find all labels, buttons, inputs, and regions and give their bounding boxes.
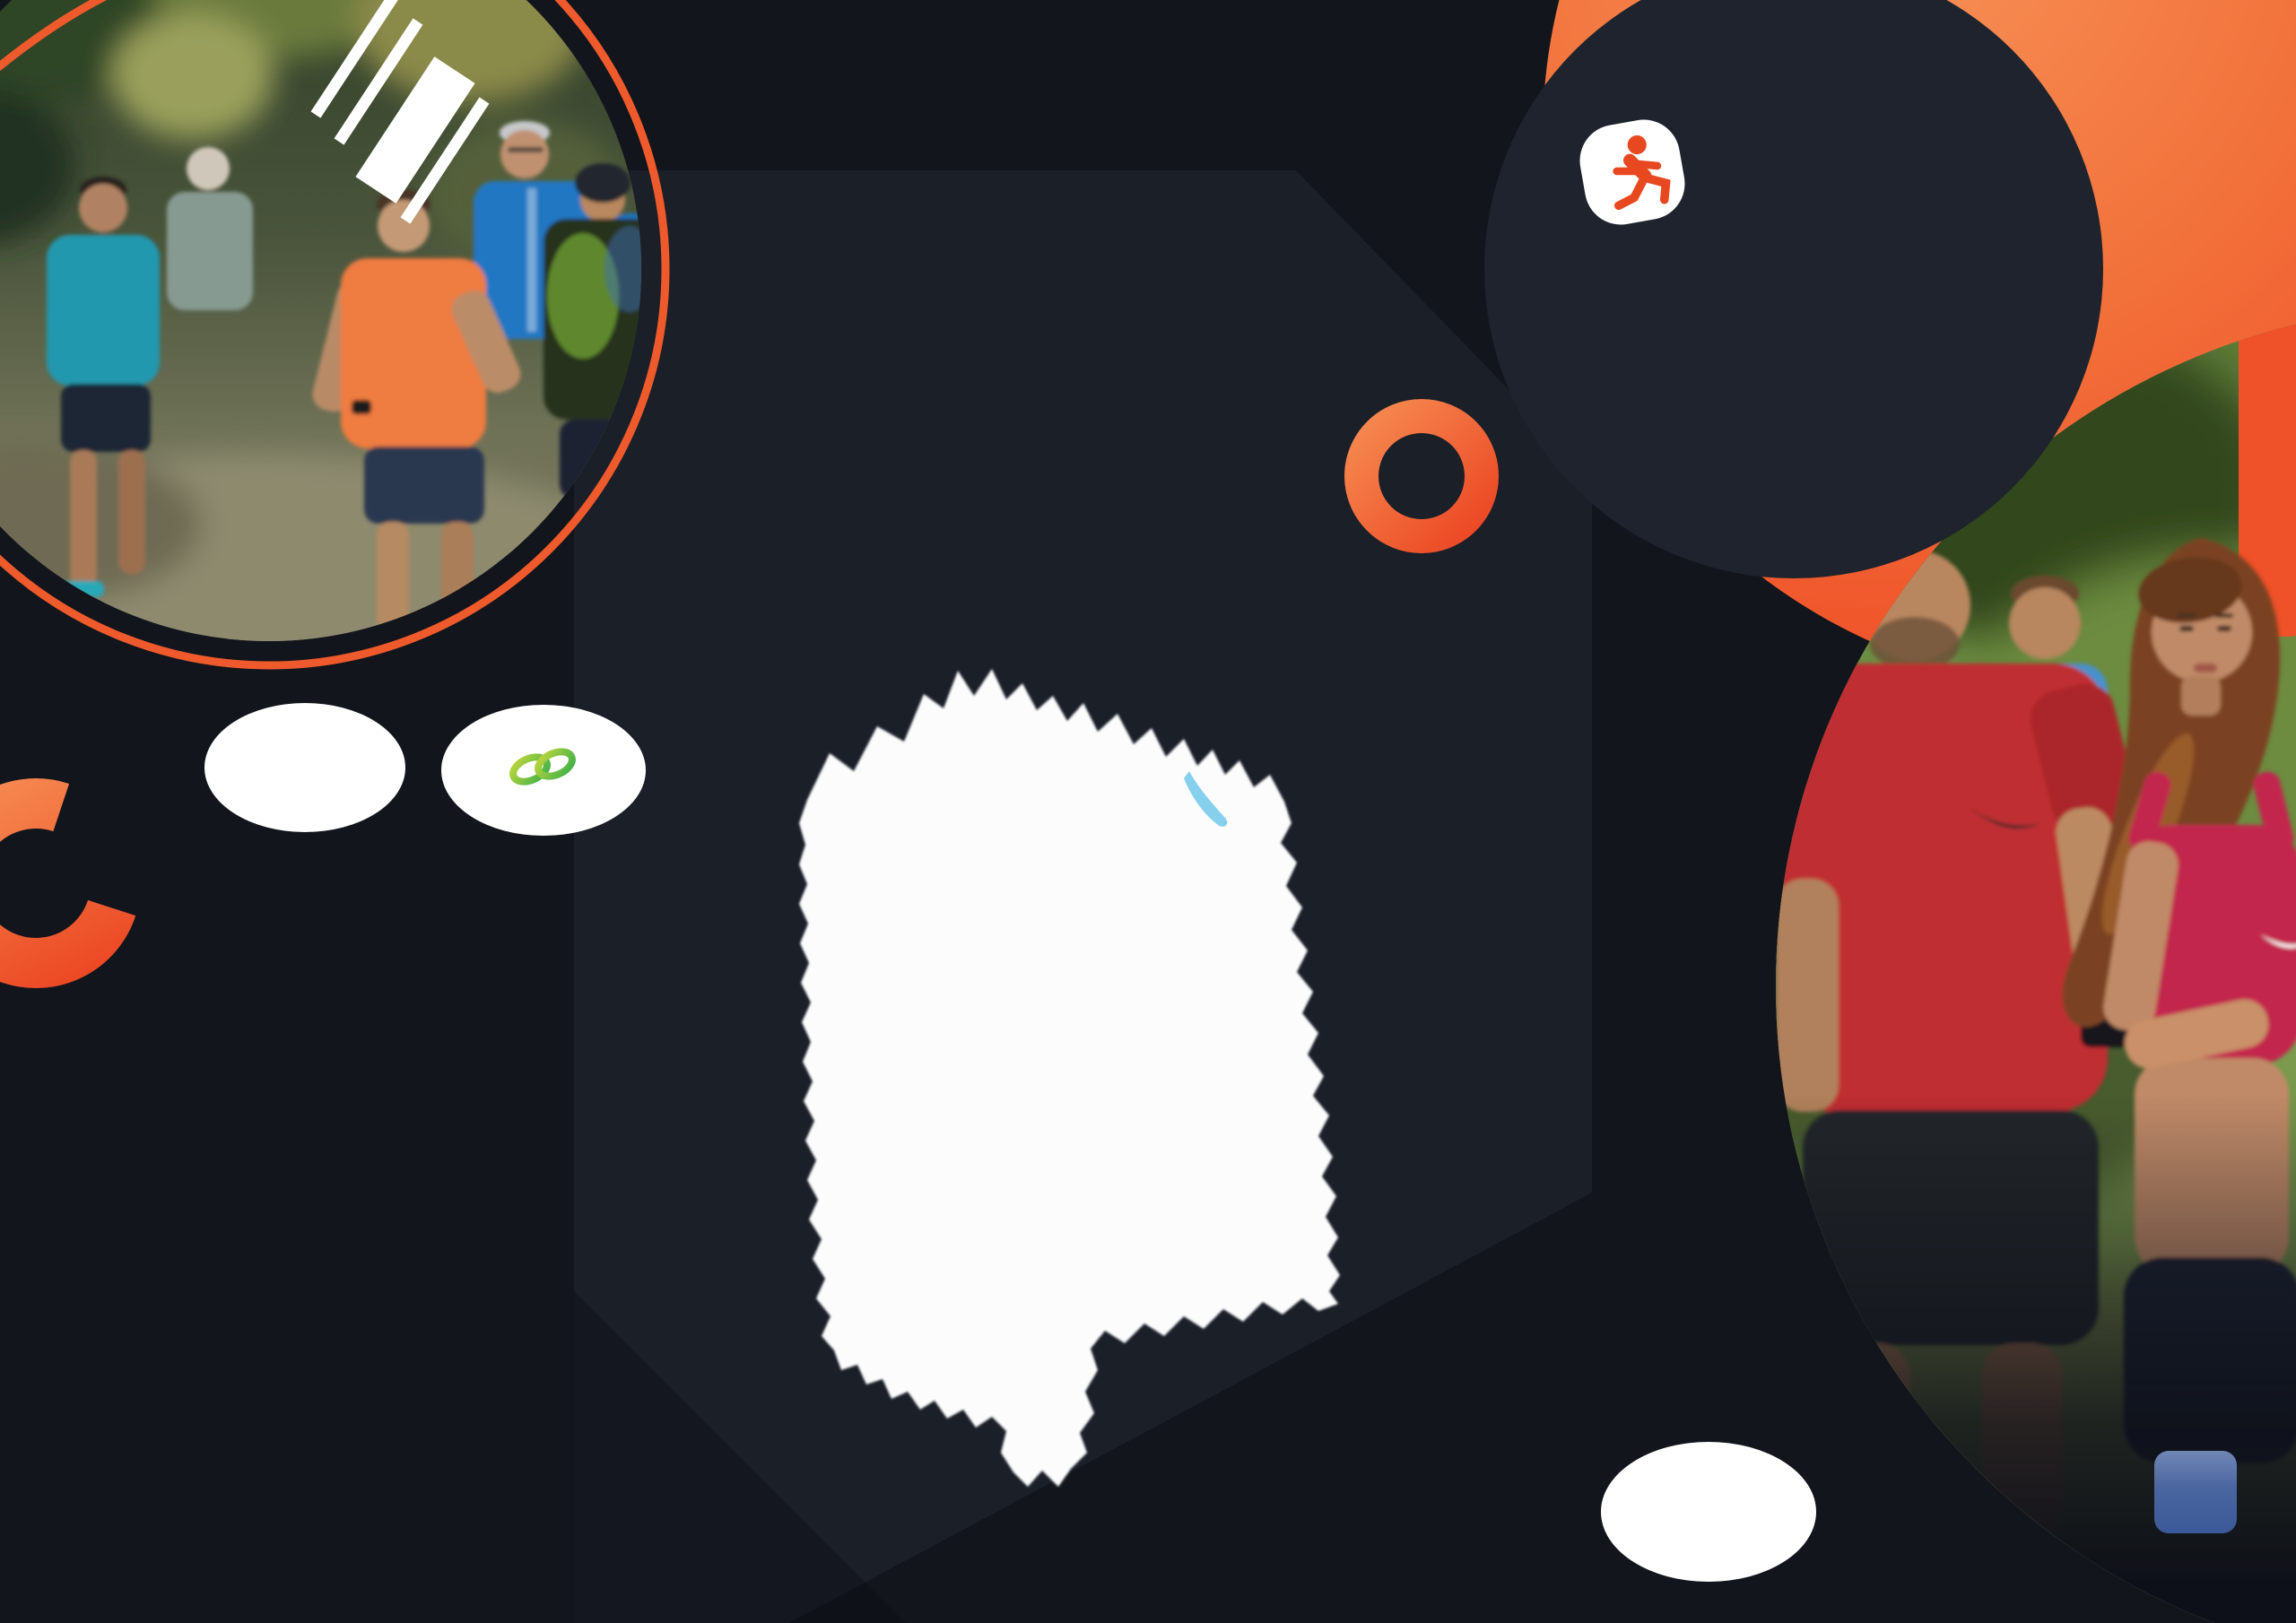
center-title (879, 215, 1417, 222)
map-outline (799, 669, 1340, 1487)
ffa-logo (204, 703, 405, 832)
ffa-logo-bottom (1601, 1442, 1816, 1582)
lozere-logo (441, 705, 646, 836)
cover-title (1704, 91, 2260, 100)
lozere-infinity-icon (500, 743, 587, 792)
lozere-map (789, 656, 1345, 1499)
facebook-icon[interactable] (2154, 1451, 2237, 1533)
